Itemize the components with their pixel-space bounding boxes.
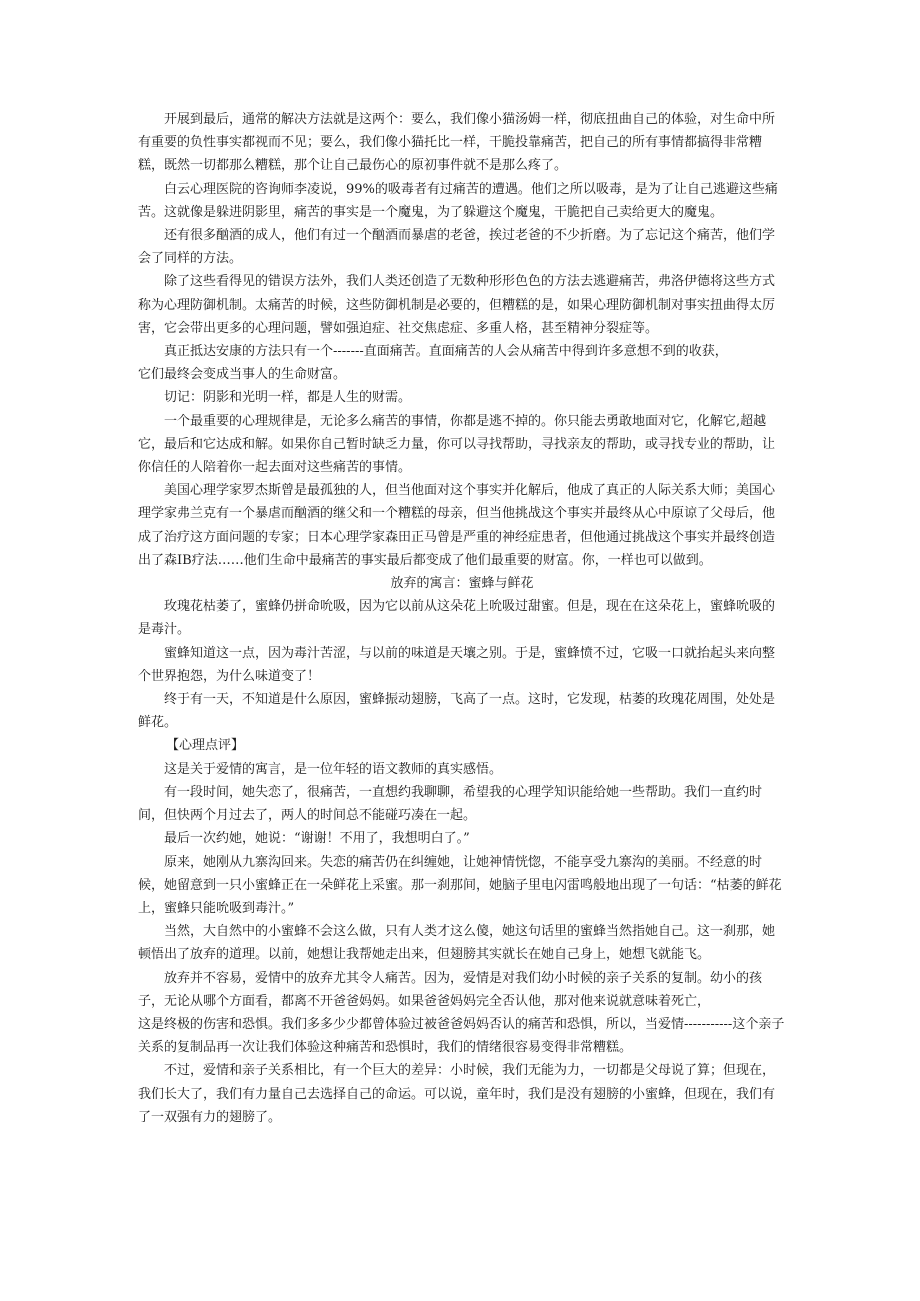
- paragraph: 有一段时间，她失恋了，很痛苦，一直想约我聊聊，希望我的心理学知识能给她一些帮助。我们一直约时间，但快两个月过去了，两人的时间总不能碰巧凑在一起。: [138, 784, 763, 824]
- paragraph: 还有很多酗酒的成人，他们有过一个酗酒而暴虐的老爸，挨过老爸的不少折磨。为了忘记这个痛苦，他们学会了同样的方法。: [138, 228, 776, 267]
- paragraph-continuation: 它们最终会变成当事人的生命财富。: [138, 367, 347, 383]
- paragraph: 蜜蜂知道这一点，因为毒汁苦涩，与以前的味道是天壤之别。于是，蜜蜂愤不过，它吸一口就抬起头来向整个世界抱怨，为什么味道变了！: [138, 645, 776, 684]
- paragraph: 玫瑰花枯萎了，蜜蜂仍拼命吮吸，因为它以前从这朵花上吮吸过甜蜜。但是，现在在这朵花上，蜜蜂吮吸的是毒汁。: [138, 599, 776, 638]
- paragraph: 终于有一天，不知道是什么原因，蜜蜂振动翅膀，飞高了一点。这时，它发现，枯萎的玫瑰花周围，处处是鲜花。: [138, 692, 776, 731]
- paragraph: 原来，她刚从九寨沟回来。失恋的痛苦仍在纠缠她，让她神情恍惚，不能享受九寨沟的美丽。不经意的时候，她留意到一只小蜜蜂正在一朵鲜花上采蜜。那一刹那间，她脑子里电闪雷鸣般地出现了一句话：“枯萎的鲜花上，蜜蜂只能吮吸到毒汁。”: [138, 854, 782, 916]
- paragraph: 切记：阴影和光明一样，都是人生的财需。: [164, 390, 412, 406]
- document-body: [138, 108, 786, 1129]
- comment-heading: 【心理点评】: [166, 738, 245, 754]
- paragraph: 不过，爱情和亲子关系相比，有一个巨大的差异：小时候，我们无能为力，一切都是父母说了算；但现在，我们长大了，我们有力量自己去选择自己的命运。可以说，童年时，我们是没有翅膀的小蜜蜂，但现在，我们有了一双强有力的翅膀了。: [138, 1063, 776, 1125]
- paragraph: 真正抵达安康的方法只有一个-------直面痛苦。直面痛苦的人会从痛苦中得到许多意想不到的收获，: [164, 344, 728, 360]
- section-title: 放弃的寓言：蜜蜂与鲜花: [390, 576, 534, 592]
- paragraph: 放弃并不容易，爱情中的放弃尤其令人痛苦。因为，爱情是对我们幼小时候的亲子关系的复制。幼小的孩子，无论从哪个方面看，都离不开爸爸妈妈。如果爸爸妈妈完全否认他，那对他来说就意味着死亡，: [138, 970, 763, 1009]
- paragraph: 当然，大自然中的小蜜蜂不会这么做，只有人类才这么傻，她这句话里的蜜蜂当然指她自己。这一刹那，她顿悟出了放弃的道理。以前，她想让我帮她走出来，但翅膀其实就长在她自己身上，她想飞就能飞。: [138, 924, 776, 963]
- paragraph: 开展到最后，通常的解决方法就是这两个：要么，我们像小猫汤姆一样，彻底扭曲自己的体验，对生命中所有重要的负性事实都视而不见；要么，我们像小猫托比一样，干脆投靠痛苦，把自己的所有事情都搞得非常糟糕，既然一切都那么糟糕，那个让自己最伤心的原初事件就不是那么疼了。: [138, 112, 776, 174]
- paragraph: 最后一次约她，她说：“谢谢！不用了，我想明白了。”: [164, 831, 470, 847]
- paragraph: 美国心理学家罗杰斯曾是最孤独的人，但当他面对这个事实并化解后，他成了真正的人际关系大师；美国心理学家弗兰克有一个暴虐而酗酒的继父和一个糟糕的母亲，但当他挑战这个事实并最终从心中原谅了父母后，他成了治疗这方面问题的专家；日本心理学家森田正马曾是严重的神经症患者，但他通过挑战这个事实并最终创造出了森IB疗法……他们生命中最痛苦的事实最后都变成了他们最重要的财富。你，一样也可以做到。: [138, 483, 776, 568]
- paragraph: 白云心理医院的咨询师李凌说，99%的吸毒者有过痛苦的遭遇。他们之所以吸毒，是为了让自己逃避这些痛苦。这就像是躲进阴影里，痛苦的事实是一个魔鬼，为了躲避这个魔鬼，干脆把自己卖给更大的魔鬼。: [138, 181, 778, 220]
- paragraph: 一个最重要的心理规律是，无论多么痛苦的事情，你都是逃不掉的。你只能去勇敢地面对它，化解它,超越它，最后和它达成和解。如果你自己暂时缺乏力量，你可以寻找帮助，寻找亲友的帮助，或寻找专业的帮助，让你信任的人陪着你一起去面对这些痛苦的事情。: [138, 413, 776, 476]
- paragraph: 这是关于爱情的寓言，是一位年轻的语文教师的真实感悟。: [164, 761, 503, 777]
- paragraph-continuation: 这是终极的伤害和恐惧。我们多多少少都曾体验过被爸爸妈妈否认的痛苦和恐惧，所以，当爱情-----------这个亲子关系的复制品再一次让我们体验这种痛苦和恐惧时，我们的情绪很容易变得非常糟糕。: [138, 1016, 785, 1056]
- paragraph: 除了这些看得见的错误方法外，我们人类还创造了无数种形形色色的方法去逃避痛苦，弗洛伊德将这些方式称为心理防御机制。太痛苦的时候，这些防御机制是必要的，但糟糕的是，如果心理防御机制对事实扭曲得太厉害，它会带出更多的心理问题，譬如强迫症、社交焦虑症、多重人格，甚至精神分裂症等。: [138, 274, 776, 336]
